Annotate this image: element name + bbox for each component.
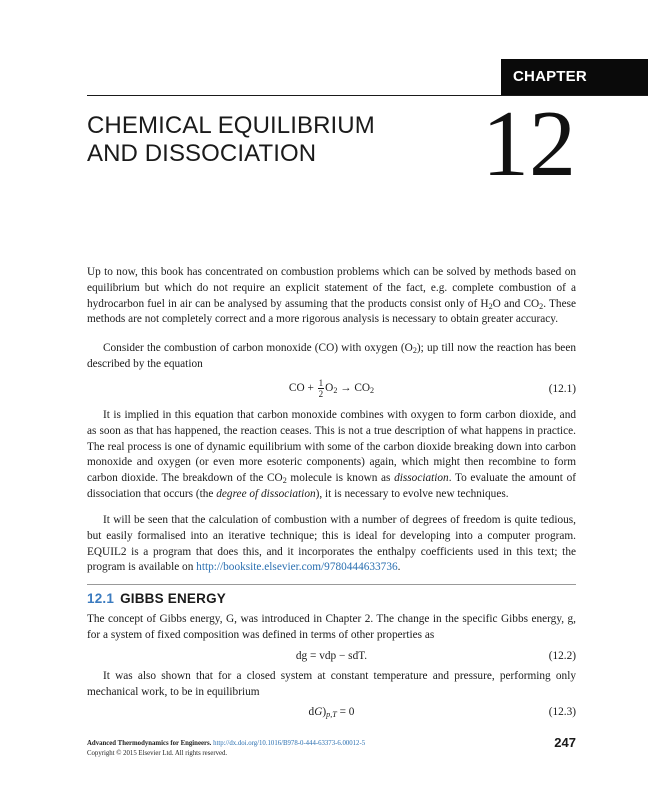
section-number: 12.1 xyxy=(87,591,115,606)
equation-12-1 xyxy=(87,378,576,402)
section-rule xyxy=(87,584,576,585)
chapter-title xyxy=(87,112,375,168)
intro-paragraph-3: It is implied in this equation that carbon monoxide combines with oxygen to form carbon dioxide, and as soon as that has happened, the reaction ceases. This is not a true description of what happens in practice. The real process is one of dynamic equilibrium with some of the carbon dioxide breaking down into carbon monoxide and oxygen (or even more esoteric components) again, which might then recombine to form carbon dioxide. The breakdown of the $CO_2$ molecule is known as dissociation. To evaluate the amount of dissociation that occurs (the degree of dissociation), it is necessary to evolve new techniques. xyxy=(87,409,576,500)
chapter-label-tab: CHAPTER xyxy=(501,59,648,95)
intro-paragraph-2: Consider the combustion of carbon monoxide (CO) with oxygen $(O_2)$; up till now the reaction has been described by the equation xyxy=(87,342,576,370)
section-title: GIBBS ENERGY xyxy=(120,591,226,606)
chapter-title-line1: CHEMICAL EQUILIBRIUM xyxy=(87,112,375,139)
equation-12-1-expression: CO + $\frac{1}{2}$ $O_2 \to CO_2$ xyxy=(288,378,375,399)
equation-12-3 xyxy=(87,706,576,730)
section-heading xyxy=(87,591,226,606)
chapter-number: 12 xyxy=(482,92,576,196)
intro-paragraph-1: Up to now, this book has concentrated on combustion problems which can be solved by methods based on equilibrium but which do not require an explicit statement of the fact, e.g. complete combustion of a hydrocarbon fuel in air can be analysed by assuming that the products consist only of $H_2O$ and $CO_2$. These methods are not completely correct and a more rigorous analysis is necessary to obtain greater accuracy. xyxy=(87,266,576,326)
equation-12-2-number: (12.2) xyxy=(548,650,576,662)
footer-book-title: Advanced Thermodynamics for Engineers. xyxy=(87,740,212,747)
footer-copyright: Copyright © 2015 Elsevier Ltd. All rights reserved. xyxy=(87,750,228,757)
section-paragraph-2: It was also shown that for a closed system at constant temperature and pressure, performing only mechanical work, to be in equilibrium xyxy=(87,670,576,698)
section-paragraph-1: The concept of Gibbs energy, G, was introduced in Chapter 2. The change in the specific Gibbs energy, g, for a system of fixed composition was defined in terms of other properties as xyxy=(87,613,576,641)
equation-12-2-expression: dg = vdp − sdT. xyxy=(295,650,368,662)
intro-paragraph-4: It will be seen that the calculation of combustion with a number of degrees of freedom is quite tedious, but easily formalised into an iterative technique; this is ideal for developing into a computer program. EQUIL2 is a program that does this, and it incorporates the enthalpy coefficients used in this text; the program is available on http://booksite.elsevier.com/9780444633736. xyxy=(87,514,576,574)
equation-12-3-expression: $dG)_{p,T} = 0$ xyxy=(308,706,355,720)
page-footer xyxy=(87,739,576,759)
page-number: 247 xyxy=(554,735,576,750)
footer-doi-link[interactable]: http://dx.doi.org/10.1016/B978-0-444-63373-6.00012-5 xyxy=(213,740,366,747)
chapter-title-line2: AND DISSOCIATION xyxy=(87,140,317,167)
equation-12-3-number: (12.3) xyxy=(548,706,576,718)
equation-12-1-number: (12.1) xyxy=(548,383,576,395)
booksite-link[interactable]: http://booksite.elsevier.com/9780444633736 xyxy=(196,561,398,574)
